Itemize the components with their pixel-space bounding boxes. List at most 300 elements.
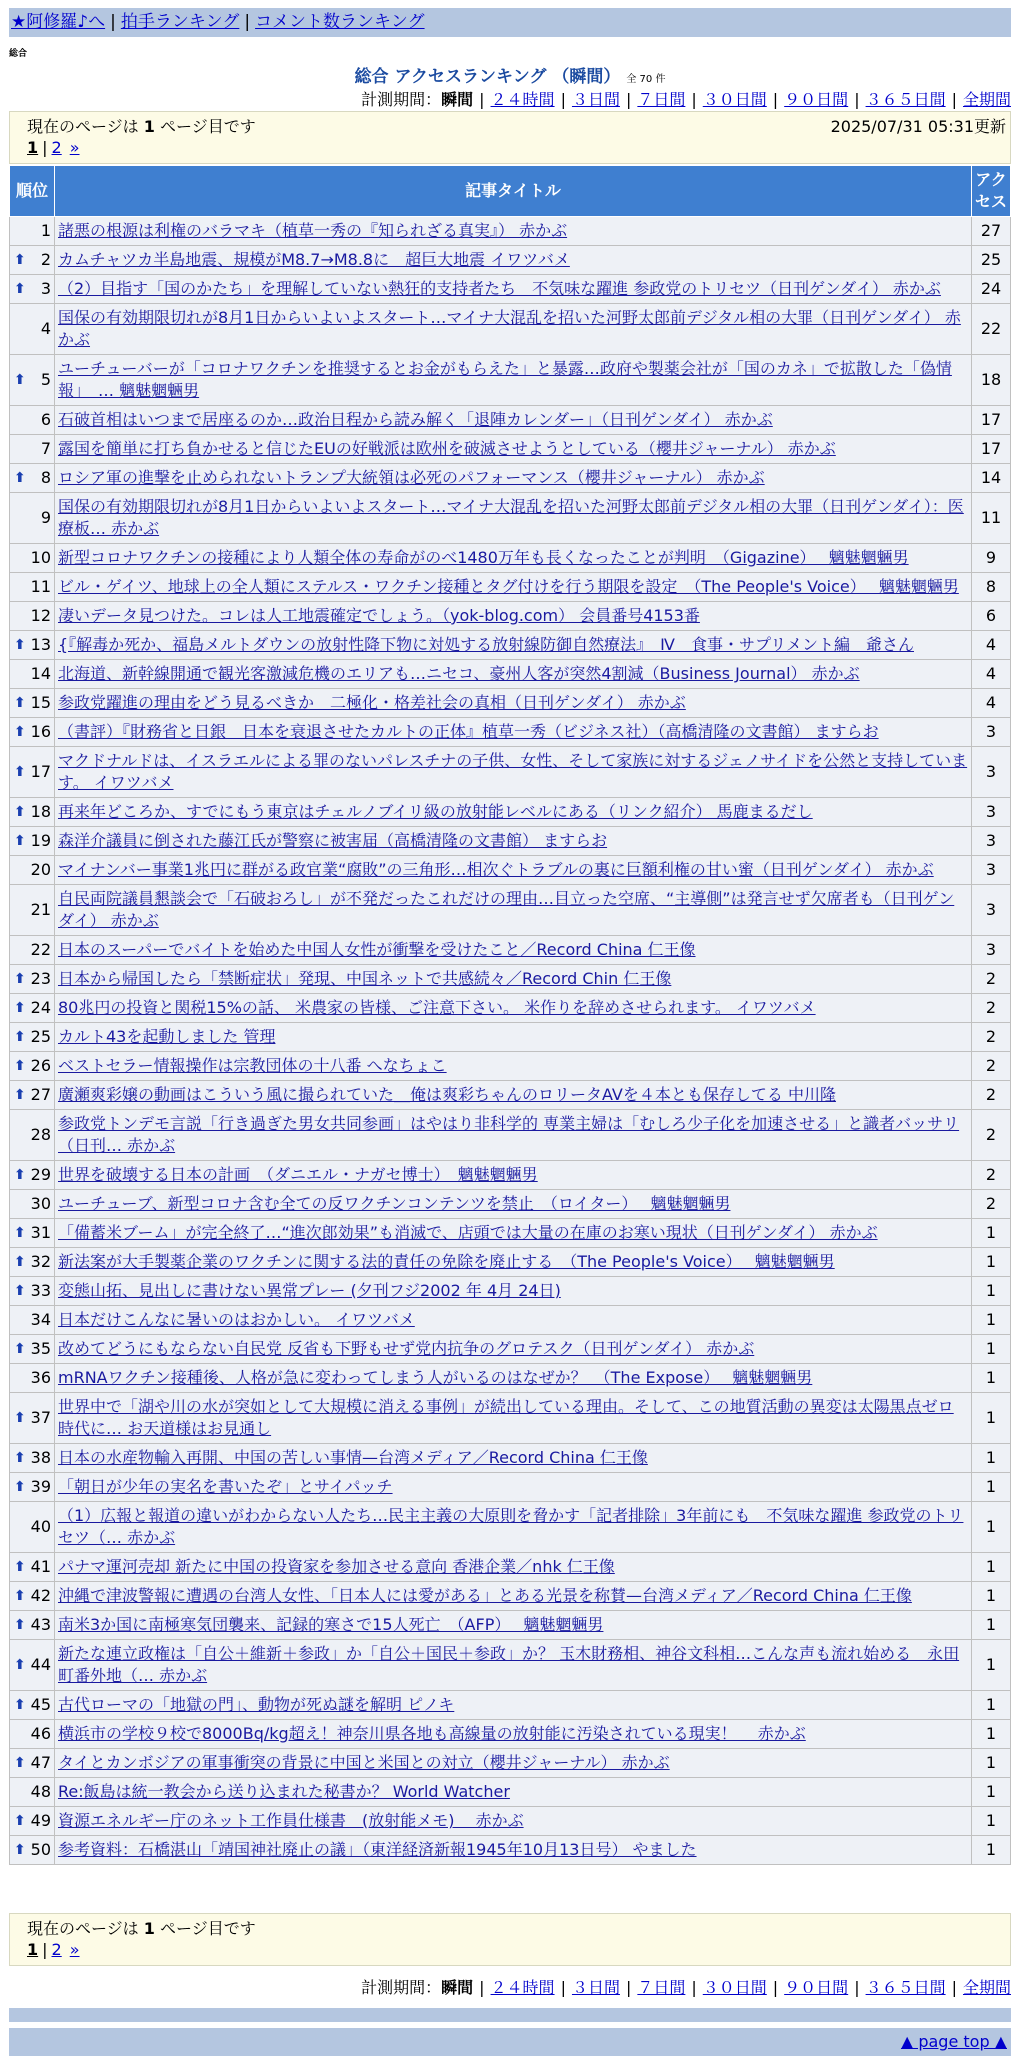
rank-cell	[10, 1720, 55, 1749]
title-header: 記事タイトル	[55, 166, 972, 217]
up-arrow-icon: ⬆	[14, 804, 26, 820]
rank-number: 17	[30, 762, 51, 781]
table-row	[10, 246, 1011, 275]
rank-number: 16	[30, 722, 51, 741]
article-link[interactable]: 廣瀬爽彩嬢の動画はこういう風に撮られていた＿俺は爽彩ちゃんのロリータAVを４本とも保存してる 中川隆	[58, 1085, 836, 1104]
period-option-bottom-0[interactable]: ２４時間	[490, 1978, 555, 1997]
up-arrow-icon: ⬆	[14, 1617, 26, 1633]
access-count: 3	[972, 718, 1011, 747]
rank-cell	[10, 1110, 55, 1161]
rank-number: 23	[30, 969, 51, 988]
article-link[interactable]: 国保の有効期限切れが8月1日からいよいよスタート…マイナ大混乱を招いた河野太郎前デジタル相の大罪（日刊ゲンダイ）：医療板… 赤かぶ	[58, 497, 964, 538]
access-count: 1	[972, 1720, 1011, 1749]
rank-cell	[10, 689, 55, 718]
period-option-bottom-2[interactable]: ７日間	[637, 1978, 686, 1997]
rank-cell	[10, 602, 55, 631]
rank-cell	[10, 660, 55, 689]
article-link[interactable]: 諸悪の根源は利権のバラマキ（植草一秀の『知られざる真実』） 赤かぶ	[58, 221, 568, 240]
up-arrow-icon: ⬆	[14, 1167, 26, 1183]
pager-top	[27, 138, 80, 157]
rank-cell	[10, 544, 55, 573]
pager-separator: |	[42, 138, 48, 157]
rank-number: 6	[40, 410, 51, 429]
page-top-link[interactable]: ▲ page top ▲	[900, 2032, 1007, 2051]
rank-cell	[10, 1836, 55, 1865]
article-link[interactable]: ユーチューブ、新型コロナ含む全ての反ワクチンコンテンツを禁止 （ロイター） 魑魅魍魎男	[58, 1194, 731, 1213]
up-arrow-icon: ⬆	[14, 1755, 26, 1771]
up-arrow-icon: ⬆	[14, 1450, 26, 1466]
article-link[interactable]: 80兆円の投資と関税15%の話、 米農家の皆様、ご注意下さい。 米作りを辞めさせられます。 イワツバメ	[58, 998, 816, 1017]
rank-cell	[10, 1444, 55, 1473]
rank-cell	[10, 1081, 55, 1110]
title-cell	[55, 544, 972, 573]
table-row	[10, 217, 1011, 246]
table-row	[10, 1306, 1011, 1335]
access-count: 8	[972, 573, 1011, 602]
up-arrow-icon: ⬆	[14, 1559, 26, 1575]
rank-cell	[10, 1335, 55, 1364]
rank-number: 33	[30, 1281, 51, 1300]
rank-cell	[10, 1778, 55, 1807]
rank-cell	[10, 936, 55, 965]
rank-cell	[10, 1640, 55, 1691]
article-link[interactable]: マクドナルドは、イスラエルによる罪のないパレスチナの子供、女性、そして家族に対するジェノサイドを公然と支持しています。 イワツバメ	[58, 751, 968, 792]
rank-number: 18	[30, 802, 51, 821]
rank-number: 45	[30, 1695, 51, 1714]
rank-number: 4	[40, 319, 51, 338]
article-link[interactable]: カルト43を起動しました 管理	[58, 1027, 276, 1046]
table-row	[10, 747, 1011, 798]
article-link[interactable]: 北海道、新幹線開通で観光客激減危機のエリアも…ニセコ、豪州人客が突然4割減（Business Journal） 赤かぶ	[58, 664, 860, 683]
article-link[interactable]: ビル・ゲイツ、地球上の全人類にステルス・ワクチン接種とタグ付けを行う期限を設定 （The People's Voice） 魑魅魍魎男	[58, 577, 959, 596]
title-cell	[55, 1393, 972, 1444]
article-link[interactable]: mRNAワクチン接種後、人格が急に変わってしまう人がいるのはなぜか？ （The Expose） 魑魅魍魎男	[58, 1368, 813, 1387]
rank-cell	[10, 827, 55, 856]
rank-cell	[10, 1248, 55, 1277]
period-selector-top	[361, 87, 1011, 110]
rank-number: 24	[30, 998, 51, 1017]
rank-number: 25	[30, 1027, 51, 1046]
rank-number: 42	[30, 1586, 51, 1605]
rank-header: 順位	[10, 166, 55, 217]
article-link[interactable]: 日本の水産物輸入再開、中国の苦しい事情—台湾メディア／Record China 仁王像	[58, 1448, 648, 1467]
up-arrow-icon: ⬆	[14, 1813, 26, 1829]
title-cell	[55, 856, 972, 885]
rank-number: 37	[30, 1408, 51, 1427]
rank-number: 8	[40, 468, 51, 487]
footer-bar	[9, 2008, 1011, 2022]
period-option-top-1[interactable]: ３日間	[571, 90, 620, 109]
pager-bottom	[27, 1940, 80, 1959]
table-row	[10, 1749, 1011, 1778]
article-link[interactable]: 日本のスーパーでバイトを始めた中国人女性が衝撃を受けたこと／Record China 仁王像	[58, 940, 696, 959]
rank-cell	[10, 798, 55, 827]
title-cell	[55, 747, 972, 798]
table-row	[10, 493, 1011, 544]
period-option-top-4[interactable]: ９０日間	[784, 90, 849, 109]
article-link[interactable]: 南米3か国に南極寒気団襲来、記録的寒さで15人死亡 （AFP） 魑魅魍魎男	[58, 1615, 604, 1634]
access-count: 1	[972, 1248, 1011, 1277]
title-cell	[55, 217, 972, 246]
title-cell	[55, 660, 972, 689]
nav-separator: |	[244, 12, 251, 32]
article-link[interactable]: パナマ運河売却 新たに中国の投資家を参加させる意向 香港企業／nhk 仁王像	[58, 1557, 615, 1576]
access-count: 1	[972, 1277, 1011, 1306]
article-link[interactable]: 古代ローマの「地獄の門」、動物が死ぬ謎を解明 ピノキ	[58, 1695, 455, 1714]
clap-ranking-link[interactable]: 拍手ランキング	[120, 12, 240, 32]
nav-separator: |	[110, 12, 116, 32]
title-cell	[55, 304, 972, 355]
up-arrow-icon: ⬆	[14, 1283, 26, 1299]
title-cell	[55, 827, 972, 856]
article-link[interactable]: 参考資料：石橋湛山「靖国神社廃止の議」（東洋経済新報1945年10月13日号） やました	[58, 1840, 697, 1859]
access-count: 2	[972, 1190, 1011, 1219]
article-link[interactable]: 新法案が大手製薬企業のワクチンに関する法的責任の免除を廃止する （The People's Voice） 魑魅魍魎男	[58, 1252, 835, 1271]
table-row	[10, 602, 1011, 631]
rank-cell	[10, 1190, 55, 1219]
rank-number: 7	[40, 439, 51, 458]
access-count: 3	[972, 747, 1011, 798]
title-cell	[55, 1444, 972, 1473]
rank-cell	[10, 1807, 55, 1836]
article-link[interactable]: ベストセラー情報操作は宗教団体の十八番 へなちょこ	[58, 1056, 447, 1075]
table-row	[10, 355, 1011, 406]
category-label: 総合	[9, 49, 28, 59]
total-count: 全 70 件	[626, 74, 666, 85]
article-link[interactable]: （1）広報と報道の違いがわからない人たち…民主主義の大原則を脅かす「記者排除」3年前にも 不気味な躍進 参政党のトリセツ（… 赤かぶ	[58, 1506, 964, 1547]
access-count: 3	[972, 936, 1011, 965]
rank-number: 34	[30, 1310, 51, 1329]
ranking-table-body	[10, 217, 1011, 1865]
rank-number: 20	[30, 860, 51, 879]
rank-cell	[10, 464, 55, 493]
period-label: 計測期間：	[361, 90, 442, 109]
table-row	[10, 1640, 1011, 1691]
rank-cell	[10, 1582, 55, 1611]
table-row	[10, 798, 1011, 827]
period-option-top-6[interactable]: 全期間	[962, 90, 1011, 109]
article-link[interactable]: 横浜市の学校９校で8000Bq/kg超え！神奈川県各地も高線量の放射能に汚染されている現実！ 赤かぶ	[58, 1724, 806, 1743]
access-count: 3	[972, 856, 1011, 885]
table-row	[10, 718, 1011, 747]
up-arrow-icon: ⬆	[14, 1000, 26, 1016]
article-link[interactable]: {『解毒か死か、福島メルトダウンの放射性降下物に対処する放射線防御自然療法』 Ⅳ 食事・サプリメント編 爺さん	[58, 635, 914, 654]
rank-number: 10	[30, 548, 51, 567]
table-row	[10, 1836, 1011, 1865]
period-separator: |	[625, 1978, 632, 1997]
period-separator: |	[560, 90, 566, 109]
period-option-bottom-1[interactable]: ３日間	[571, 1978, 620, 1997]
article-link[interactable]: 「備蓄米ブーム」が完全終了…“進次郎効果”も消滅で、店頭では大量の在庫のお寒い現状（日刊ゲンダイ） 赤かぶ	[58, 1223, 878, 1242]
access-count: 18	[972, 355, 1011, 406]
rank-cell	[10, 1052, 55, 1081]
period-separator: |	[772, 90, 779, 109]
pager-page-1: 1	[27, 1940, 39, 1959]
table-row	[10, 1110, 1011, 1161]
table-row	[10, 631, 1011, 660]
access-count: 1	[972, 1502, 1011, 1553]
period-separator: |	[951, 1978, 957, 1997]
period-option-top-2[interactable]: ７日間	[637, 90, 686, 109]
title-cell	[55, 1691, 972, 1720]
access-count: 6	[972, 602, 1011, 631]
access-count: 1	[972, 1749, 1011, 1778]
access-count: 1	[972, 1691, 1011, 1720]
home-link[interactable]: ★阿修羅♪へ	[11, 12, 106, 32]
access-count: 1	[972, 1335, 1011, 1364]
table-row	[10, 1473, 1011, 1502]
rank-number: 32	[30, 1252, 51, 1271]
access-count: 1	[972, 1778, 1011, 1807]
title-cell	[55, 936, 972, 965]
table-row	[10, 1277, 1011, 1306]
article-link[interactable]: 参政党トンデモ言説「行き過ぎた男女共同参画」はやはり非科学的 専業主婦は「むしろ少子化を加速させる」と識者バッサリ（日刊… 赤かぶ	[58, 1114, 960, 1155]
access-count: 2	[972, 1023, 1011, 1052]
table-row	[10, 275, 1011, 304]
rank-number: 48	[30, 1782, 51, 1801]
rank-cell	[10, 631, 55, 660]
title-cell	[55, 1161, 972, 1190]
page-title-text: 総合 アクセスランキング （瞬間）	[354, 67, 621, 87]
title-cell	[55, 798, 972, 827]
rank-cell	[10, 1393, 55, 1444]
title-cell	[55, 1720, 972, 1749]
article-link[interactable]: 沖縄で津波警報に遭遇の台湾人女性、「日本人には愛がある」とある光景を称賛—台湾メディア／Record China 仁王像	[58, 1586, 912, 1605]
table-row	[10, 994, 1011, 1023]
table-row	[10, 965, 1011, 994]
rank-cell	[10, 493, 55, 544]
rank-cell	[10, 304, 55, 355]
rank-number: 39	[30, 1477, 51, 1496]
table-row	[10, 1335, 1011, 1364]
rank-number: 3	[40, 279, 51, 298]
article-link[interactable]: Re:飯島は統一教会から送り込まれた秘書か？ World Watcher	[58, 1782, 510, 1801]
up-arrow-icon: ⬆	[14, 1058, 26, 1074]
article-link[interactable]: 国保の有効期限切れが8月1日からいよいよスタート…マイナ大混乱を招いた河野太郎前デジタル相の大罪（日刊ゲンダイ） 赤かぶ	[58, 308, 961, 349]
article-link[interactable]: カムチャツカ半島地震、規模がM8.7→M8.8に 超巨大地震 イワツバメ	[58, 250, 570, 269]
article-link[interactable]: 変態山拓、見出しに書けない異常プレー (夕刊フジ2002 年 4月 24日)	[58, 1281, 561, 1300]
period-option-bottom-4[interactable]: ９０日間	[784, 1978, 849, 1997]
period-separator: |	[691, 1978, 697, 1997]
title-cell	[55, 602, 972, 631]
period-separator: |	[951, 90, 957, 109]
up-arrow-icon: ⬆	[14, 1029, 26, 1045]
top-nav-bar	[9, 8, 1011, 37]
page-info-box-bottom	[9, 1913, 1011, 1966]
table-row	[10, 1219, 1011, 1248]
access-count: 4	[972, 689, 1011, 718]
rank-number: 41	[30, 1557, 51, 1576]
access-count: 1	[972, 1393, 1011, 1444]
up-arrow-icon: ⬆	[14, 1087, 26, 1103]
title-cell	[55, 1306, 972, 1335]
article-link[interactable]: 世界中で「湖や川の水が突如として大規模に消える事例」が続出している理由。そして、この地質活動の異変は太陽黒点ゼロ時代に… お天道様はお見通し	[58, 1397, 954, 1438]
title-cell	[55, 406, 972, 435]
period-label: 計測期間：	[361, 1978, 442, 1997]
page-info-suffix: ページ目です	[160, 1919, 256, 1938]
table-row	[10, 689, 1011, 718]
rank-cell	[10, 1219, 55, 1248]
rank-number: 31	[30, 1223, 51, 1242]
access-count: 22	[972, 304, 1011, 355]
rank-number: 29	[30, 1165, 51, 1184]
access-count: 1	[972, 1444, 1011, 1473]
article-link[interactable]: 資源エネルギー庁のネット工作員仕様書 (放射能メモ) 赤かぶ	[58, 1811, 524, 1830]
pager-next[interactable]: »	[69, 1940, 80, 1959]
period-option-bottom-3[interactable]: ３０日間	[702, 1978, 767, 1997]
table-row	[10, 1052, 1011, 1081]
article-link[interactable]: 凄いデータ見つけた。コレは人工地震確定でしょう。（yok-blog.com） 会員番号4153番	[58, 606, 700, 625]
rank-number: 46	[30, 1724, 51, 1743]
rank-cell	[10, 994, 55, 1023]
table-row	[10, 1502, 1011, 1553]
access-count: 24	[972, 275, 1011, 304]
table-row	[10, 1807, 1011, 1836]
table-row	[10, 1444, 1011, 1473]
rank-number: 21	[30, 900, 51, 919]
article-link[interactable]: 新型コロナワクチンの接種により人類全体の寿命がのべ1480万年も長くなったことが判明 （Gigazine） 魑魅魍魎男	[58, 548, 909, 567]
rank-cell	[10, 885, 55, 936]
article-link[interactable]: ユーチューバーが「コロナワクチンを推奨するとお金がもらえた」と暴露…政府や製薬会社が「国のカネ」で拡散した「偽情報」 … 魑魅魍魎男	[58, 359, 952, 400]
title-cell	[55, 994, 972, 1023]
rank-number: 47	[30, 1753, 51, 1772]
title-cell	[55, 1364, 972, 1393]
title-cell	[55, 718, 972, 747]
article-link[interactable]: 日本から帰国したら「禁断症状」発現、中国ネットで共感続々／Record Chin 仁王像	[58, 969, 672, 988]
table-row	[10, 464, 1011, 493]
page-info-prefix: 現在のページは	[27, 117, 139, 136]
access-count: 2	[972, 1081, 1011, 1110]
rank-cell	[10, 1473, 55, 1502]
rank-cell	[10, 1277, 55, 1306]
title-cell	[55, 355, 972, 406]
article-link[interactable]: 新たな連立政権は「自公＋維新＋参政」か「自公＋国民＋参政」か？ 玉木財務相、神谷文科相…こんな声も流れ始める 永田町番外地（… 赤かぶ	[58, 1644, 960, 1685]
period-separator: |	[854, 1978, 860, 1997]
article-link[interactable]: 参政党躍進の理由をどう見るべきか 二極化・格差社会の真相（日刊ゲンダイ） 赤かぶ	[58, 693, 686, 712]
article-link[interactable]: 世界を破壊する日本の計画 （ダニエル・ナガセ博士） 魑魅魍魎男	[58, 1165, 538, 1184]
title-cell	[55, 631, 972, 660]
period-option-top-0[interactable]: ２４時間	[490, 90, 555, 109]
rank-cell	[10, 1611, 55, 1640]
up-arrow-icon: ⬆	[14, 971, 26, 987]
comment-ranking-link[interactable]: コメント数ランキング	[255, 12, 425, 32]
article-link[interactable]: マイナンバー事業1兆円に群がる政官業“腐敗”の三角形…相次ぐトラブルの裏に巨額利権の甘い蜜（日刊ゲンダイ） 赤かぶ	[58, 860, 934, 879]
update-time: 2025/07/31 05:31更新	[830, 117, 1006, 136]
period-option-top-5[interactable]: ３６５日間	[865, 90, 946, 109]
table-row	[10, 1393, 1011, 1444]
title-cell	[55, 1836, 972, 1865]
pager-separator: |	[42, 1940, 48, 1959]
page-info-num: 1	[143, 117, 155, 136]
rank-cell	[10, 1161, 55, 1190]
up-arrow-icon: ⬆	[14, 1657, 26, 1673]
title-cell	[55, 1052, 972, 1081]
access-count: 2	[972, 1161, 1011, 1190]
rank-cell	[10, 965, 55, 994]
rank-number: 9	[40, 508, 51, 527]
up-arrow-icon: ⬆	[14, 764, 26, 780]
rank-number: 28	[30, 1125, 51, 1144]
title-cell	[55, 435, 972, 464]
up-arrow-icon: ⬆	[14, 372, 26, 388]
period-separator: |	[560, 1978, 566, 1997]
title-cell	[55, 689, 972, 718]
rank-number: 44	[30, 1655, 51, 1674]
rank-number: 22	[30, 940, 51, 959]
article-link[interactable]: ロシア軍の進撃を止められないトランプ大統領は必死のパフォーマンス（櫻井ジャーナル） 赤かぶ	[58, 468, 765, 487]
pager-next[interactable]: »	[69, 138, 80, 157]
article-link[interactable]: 日本だけこんなに暑いのはおかしい。 イワツバメ	[58, 1310, 415, 1329]
article-link[interactable]: 「朝日が少年の実名を書いたぞ」とサイパッチ	[58, 1477, 393, 1496]
access-count: 4	[972, 660, 1011, 689]
article-link[interactable]: 石破首相はいつまで居座るのか…政治日程から読み解く「退陣カレンダー」（日刊ゲンダイ） 赤かぶ	[58, 410, 773, 429]
title-cell	[55, 464, 972, 493]
access-count: 1	[972, 1807, 1011, 1836]
page-info	[27, 114, 256, 137]
period-separator: |	[854, 90, 860, 109]
article-link[interactable]: 森洋介議員に倒された藤江氏が警察に被害届（高橋清隆の文書館） ますらお	[58, 831, 608, 850]
period-option-bottom-6[interactable]: 全期間	[962, 1978, 1011, 1997]
rank-number: 26	[30, 1056, 51, 1075]
title-cell	[55, 275, 972, 304]
rank-number: 49	[30, 1811, 51, 1830]
rank-cell	[10, 1691, 55, 1720]
rank-cell	[10, 246, 55, 275]
page-info-num: 1	[143, 1919, 155, 1938]
access-count: 1	[972, 1553, 1011, 1582]
pager-page-2[interactable]: 2	[51, 138, 62, 157]
pager-page-2[interactable]: 2	[51, 1940, 62, 1959]
rank-number: 27	[30, 1085, 51, 1104]
title-cell	[55, 573, 972, 602]
title-cell	[55, 1807, 972, 1836]
rank-number: 15	[30, 693, 51, 712]
rank-number: 2	[40, 250, 51, 269]
period-option-bottom-5[interactable]: ３６５日間	[865, 1978, 946, 1997]
rank-cell	[10, 435, 55, 464]
rank-cell	[10, 1749, 55, 1778]
article-link[interactable]: （2）目指す「国のかたち」を理解していない熱狂的支持者たち 不気味な躍進 参政党のトリセツ（日刊ゲンダイ） 赤かぶ	[58, 279, 941, 298]
rank-cell	[10, 573, 55, 602]
rank-number: 35	[30, 1339, 51, 1358]
rank-number: 11	[30, 577, 51, 596]
page-info-prefix: 現在のページは	[27, 1919, 139, 1938]
page-title	[0, 62, 1020, 87]
rank-number: 1	[40, 221, 51, 240]
article-link[interactable]: （書評）『財務省と日銀 日本を衰退させたカルトの正体』植草一秀（ビジネス社）（高橋清隆の文書館） ますらお	[58, 722, 879, 741]
rank-number: 40	[30, 1517, 51, 1536]
article-link[interactable]: タイとカンボジアの軍事衝突の背景に中国と米国との対立（櫻井ジャーナル） 赤かぶ	[58, 1753, 670, 1772]
table-row	[10, 1248, 1011, 1277]
table-row	[10, 1778, 1011, 1807]
article-link[interactable]: 露国を簡単に打ち負かせると信じたEUの好戦派は欧州を破滅させようとしている（櫻井ジャーナル） 赤かぶ	[58, 439, 836, 458]
rank-cell	[10, 355, 55, 406]
up-arrow-icon: ⬆	[14, 1842, 26, 1858]
article-link[interactable]: 再来年どころか、すでにもう東京はチェルノブイリ級の放射能レベルにある（リンク紹介） 馬鹿まるだし	[58, 802, 813, 821]
rank-number: 38	[30, 1448, 51, 1467]
table-row	[10, 1582, 1011, 1611]
title-cell	[55, 1248, 972, 1277]
title-cell	[55, 493, 972, 544]
period-option-top-3[interactable]: ３０日間	[702, 90, 767, 109]
table-header-row	[10, 166, 1011, 217]
table-row	[10, 660, 1011, 689]
access-count: 25	[972, 246, 1011, 275]
access-count: 2	[972, 1110, 1011, 1161]
article-link[interactable]: 改めてどうにもならない自民党 反省も下野もせず党内抗争のグロテスク（日刊ゲンダイ） 赤かぶ	[58, 1339, 755, 1358]
article-link[interactable]: 自民両院議員懇談会で「石破おろし」が不発だったこれだけの理由…目立った空席、“主導側”は発言せず欠席者も（日刊ゲンダイ） 赤かぶ	[58, 889, 955, 930]
access-count: 1	[972, 1364, 1011, 1393]
